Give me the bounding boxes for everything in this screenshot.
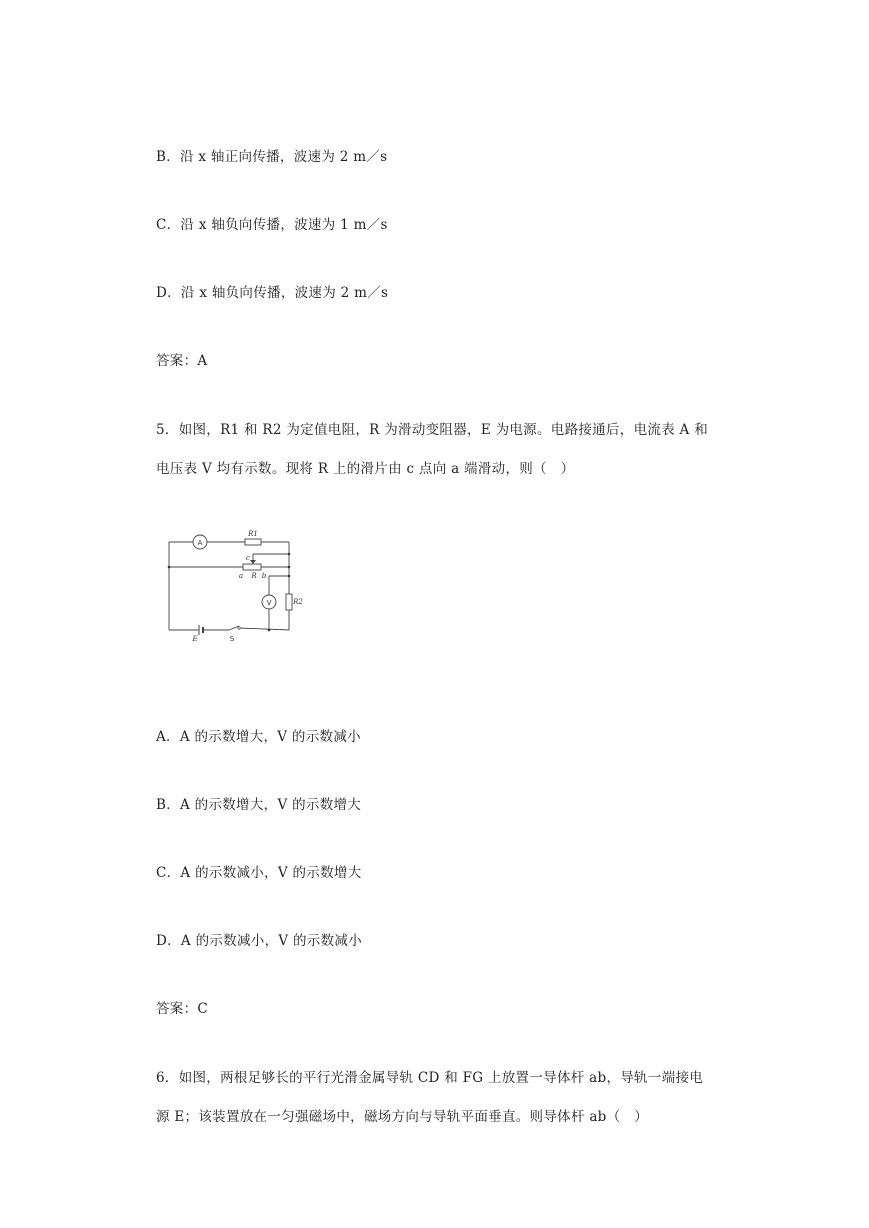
r1-label: R1 xyxy=(248,530,258,538)
q4-option-d: D．沿 x 轴负向传播，波速为 2 m／s xyxy=(156,285,389,301)
slider-arrow xyxy=(250,560,256,564)
voltmeter-label: V xyxy=(266,599,272,607)
junction-dot xyxy=(288,566,291,569)
q5-stem-line2: 电压表 V 均有示数。现将 R 上的滑片由 c 点向 a 端滑动，则（ ） xyxy=(156,461,575,477)
junction-dot xyxy=(168,566,171,569)
circuit-diagram xyxy=(163,524,303,644)
s-label: S xyxy=(229,635,235,643)
q4-answer: 答案：A xyxy=(156,353,208,369)
q5-option-c: C．A 的示数减小，V 的示数增大 xyxy=(156,865,362,881)
ammeter-label: A xyxy=(197,539,203,547)
b-label: b xyxy=(261,572,267,580)
q5-option-a: A．A 的示数增大，V 的示数减小 xyxy=(156,729,361,745)
rheostat-r xyxy=(243,564,261,570)
q5-option-d: D．A 的示数减小，V 的示数减小 xyxy=(156,933,363,949)
e-label: E xyxy=(192,635,198,643)
c-label: c xyxy=(246,554,250,562)
r-label: R xyxy=(251,572,257,580)
q5-stem-line1: 5．如图，R1 和 R2 为定值电阻，R 为滑动变阻器，E 为电源。电路接通后，电流表 A 和 xyxy=(156,422,709,438)
q5-answer: 答案：C xyxy=(156,1001,209,1017)
q6-stem-line1: 6．如图，两根足够长的平行光滑金属导轨 CD 和 FG 上放置一导体杆 ab，导轨一端接电 xyxy=(156,1070,704,1086)
q4-option-b: B．沿 x 轴正向传播，波速为 2 m／s xyxy=(156,149,388,165)
r2-resistor xyxy=(286,594,292,610)
q6-stem-line2: 源 E；该装置放在一匀强磁场中，磁场方向与导轨平面垂直。则导体杆 ab（ ） xyxy=(156,1109,649,1125)
q5-option-b: B．A 的示数增大，V 的示数增大 xyxy=(156,797,362,813)
q4-option-c: C．沿 x 轴负向传播，波速为 1 m／s xyxy=(156,217,388,233)
r1-resistor xyxy=(245,539,261,545)
wire-bottom-right xyxy=(239,628,289,630)
r2-label: R2 xyxy=(293,598,303,606)
circuit-svg xyxy=(163,524,303,644)
junction-dot xyxy=(268,629,271,632)
junction-dot xyxy=(288,575,291,578)
a-label: a xyxy=(238,572,244,580)
junction-dot xyxy=(288,553,291,556)
switch-contact xyxy=(238,627,240,629)
